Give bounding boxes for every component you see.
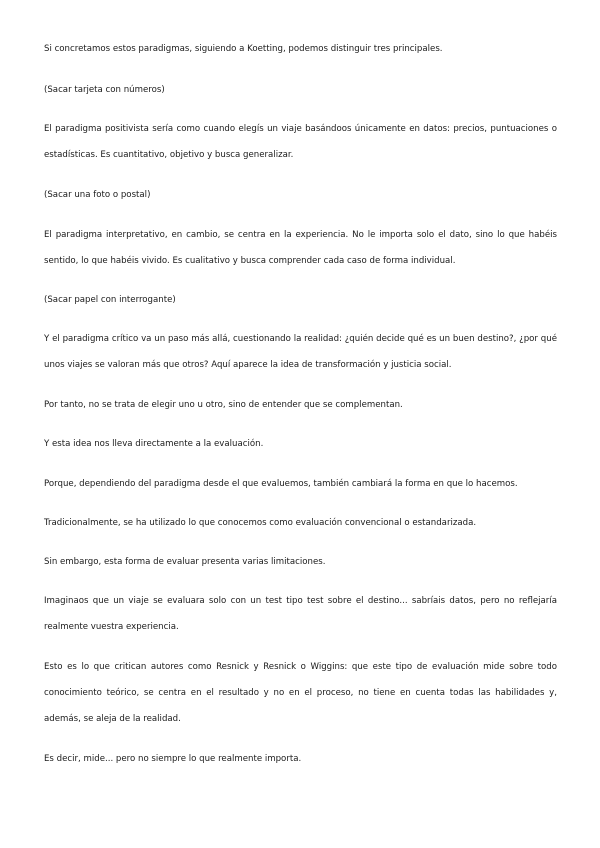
paragraph-dependence: Porque, dependiendo del paradigma desde el que evaluemos, también cambiará la forma en que lo hacemos. (44, 479, 518, 489)
paragraph-limitations: Sin embargo, esta forma de evaluar presenta varias limitaciones. (44, 557, 326, 567)
paragraph-positivist: El paradigma positivista sería como cuando elegís un viaje basándoos únicamente en datos: precios, puntuaciones o estadísticas. Es cuantitativo, objetivo y busca generalizar. (44, 124, 557, 160)
paragraph-interpretative: El paradigma interpretativo, en cambio, se centra en la experiencia. No le importa solo el dato, sino lo que habéis sentido, lo que habéis vivido. Es cualitativo y busca comprender cada caso de forma individual. (44, 230, 557, 266)
paragraph-critical: Y el paradigma crítico va un paso más allá, cuestionando la realidad: ¿quién decide qué es un buen destino?, ¿por qué unos viajes se valoran más que otros? Aquí aparece la idea de transformación y justicia social. (44, 334, 557, 370)
paragraph-intro: Si concretamos estos paradigmas, siguiendo a Koetting, podemos distinguir tres principales. (44, 44, 443, 54)
stage-direction-question: (Sacar papel con interrogante) (44, 295, 176, 305)
stage-direction-card: (Sacar tarjeta con números) (44, 85, 165, 95)
paragraph-evaluation-link: Y esta idea nos lleva directamente a la evaluación. (44, 439, 264, 449)
paragraph-critics: Esto es lo que critican autores como Resnick y Resnick o Wiggins: que este tipo de evaluación mide sobre todo conocimiento teórico, se centra en el resultado y no en el proceso, no tiene en cuenta todas las habilidades y, además, se aleja de la realidad. (44, 662, 557, 724)
paragraph-imagine-test: Imaginaos que un viaje se evaluara solo con un test tipo test sobre el destino... sabríais datos, pero no reflejaría realmente vuestra experiencia. (44, 596, 557, 632)
paragraph-complement: Por tanto, no se trata de elegir uno u otro, sino de entender que se complementan. (44, 400, 403, 410)
stage-direction-photo: (Sacar una foto o postal) (44, 190, 151, 200)
paragraph-conclusion: Es decir, mide... pero no siempre lo que realmente importa. (44, 754, 302, 764)
paragraph-conventional: Tradicionalmente, se ha utilizado lo que conocemos como evaluación convencional o estandarizada. (44, 518, 477, 528)
